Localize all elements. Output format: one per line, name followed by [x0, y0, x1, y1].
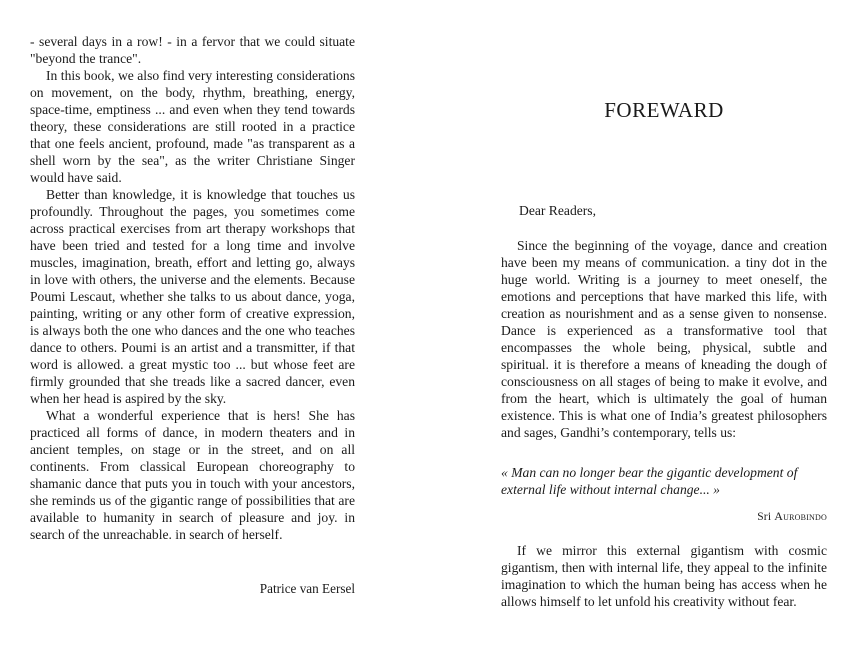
- author-signature: Patrice van Eersel: [259, 581, 355, 596]
- quote-author-last: Aurobindo: [774, 509, 827, 523]
- left-page: [30, 0, 355, 647]
- epigraph-quote: « Man can no longer bear the gigantic development of external life without internal change... »: [501, 465, 798, 497]
- salutation: Dear Readers,: [519, 203, 596, 218]
- paragraph-knowledge: Better than knowledge, it is knowledge that touches us profoundly. Throughout the pages, you sometimes come across practical exercises from art therapy workshops that have been tried and tested for a long time and involve muscles, imagination, breath, effort and letting go, always in love with others, the universe and the elements. Because Poumi Lescaut, whether she talks to us about dance, yoga, painting, writing or any other form of creative expression, is always both the one who dances and the one who teaches dance to others. Poumi is an artist and a transmitter, if that word is allowed. a great mystic too ... but whose feet are firmly grounded that she treads like a sacred dancer, even when her head is aspired by the sky.: [30, 187, 355, 406]
- right-page: [501, 0, 827, 647]
- foreword-paragraph-2: If we mirror this external gigantism with cosmic gigantism, then with internal life, they appeal to the infinite imagination to which the human being has access when he allows himself to let unfold his creativity without fear.: [501, 543, 827, 609]
- foreword-paragraph-1: Since the beginning of the voyage, dance and creation have been my means of communication. a tiny dot in the huge world. Writing is a journey to meet oneself, the emotions and perceptions that have marked this life, with creation as nourishment and as a sense given to nonsense. Dance is experienced as a transformative tool that encompasses the whole being, physical, subtle and spiritual. it is therefore a means of kneading the dough of consciousness on all stages of being to make it evolve, and from the heart, which is ultimately the goal of human existence. This is what one of India’s greatest philosophers and sages, Gandhi’s contemporary, tells us:: [501, 238, 827, 440]
- paragraph-considerations: In this book, we also find very interesting considerations on movement, on the body, rhythm, breathing, energy, space-time, emptiness ... and even when they tend towards theory, these considerations are still rooted in a practice that one feels ancient, profound, made "as transparent as a shell worn by the sea", as the writer Christiane Singer would have said.: [30, 68, 355, 185]
- quote-author-first: Sri: [757, 511, 772, 523]
- chapter-title: FOREWARD: [604, 98, 724, 122]
- quote-author: [757, 509, 827, 524]
- continuation-paragraph: - several days in a row! - in a fervor that we could situate "beyond the trance".: [30, 34, 355, 66]
- paragraph-experience: What a wonderful experience that is hers! She has practiced all forms of dance, in modern theaters and in ancient temples, on stage or in the street, and on all continents. From classical European choreography to shamanic dance that puts you in touch with your ancestors, she reminds us of the gigantic range of possibilities that are available to humanity in search of pleasure and joy. in search of the unreachable. in search of herself.: [30, 408, 355, 542]
- left-page-body: [30, 33, 355, 543]
